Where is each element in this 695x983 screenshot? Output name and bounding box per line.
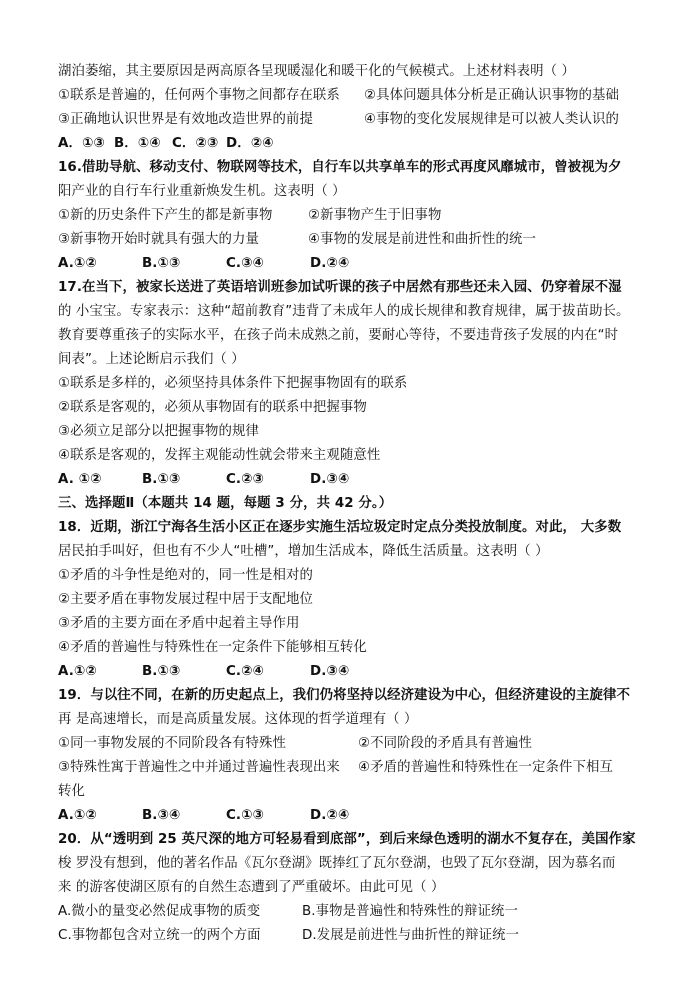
q17-stem-line3: 教育要尊重孩子的实际水平，在孩子尚未成熟之前，要耐心等待，不要违背孩子发展的内在“时 — [58, 328, 619, 343]
q18-statement-3: ③矛盾的主要方面在矛盾中起着主导作用 — [58, 616, 300, 631]
q15-option-d: D．②④ — [226, 136, 274, 151]
q16-option-c: C.③④ — [226, 256, 264, 271]
q16-statement-3: ③新事物开始时就具有强大的力量 — [58, 232, 259, 247]
q18-option-d: D.③④ — [310, 664, 350, 679]
q18-option-c: C.②④ — [226, 664, 264, 679]
q19-stem-line1: 19．与以往不同，在新的历史起点上，我们仍将坚持以经济建设为中心，但经济建设的主旋律不 — [58, 688, 630, 703]
q19-option-b: B.③④ — [142, 808, 181, 823]
q16-statement-2: ②新事物产生于旧事物 — [308, 208, 442, 223]
q17-statement-2: ②联系是客观的，必须从事物固有的联系中把握事物 — [58, 400, 367, 415]
q20-option-c: C.事物都包含对立统一的两个方面 — [58, 928, 261, 943]
q15-statement-4: ④事物的变化发展规律是可以被人类认识的 — [364, 112, 619, 127]
q19-statement-2: ②不同阶段的矛盾具有普遍性 — [358, 736, 532, 751]
q17-option-d: D.③④ — [310, 472, 350, 487]
q16-statement-1: ①新的历史条件下产生的都是新事物 — [58, 208, 273, 223]
q19-stem-line2: 再 是高速增长，而是高质量发展。这体现的哲学道理有（ ） — [58, 712, 418, 727]
q15-option-a: A．①③ — [58, 136, 105, 151]
q17-option-a: A. ①② — [58, 472, 102, 487]
q18-statement-1: ①矛盾的斗争性是绝对的，同一性是相对的 — [58, 568, 313, 583]
q18-option-a: A.①② — [58, 664, 97, 679]
q19-option-a: A.①② — [58, 808, 97, 823]
q15-statement-1: ①联系是普遍的，任何两个事物之间都存在联系 — [58, 88, 340, 103]
q20-stem-line3: 来 的游客使湖区原有的自然生态遭到了严重破坏。由此可见（ ） — [58, 880, 445, 895]
q16-stem-line1: 16.借助导航、移动支付、物联网等技术，自行车以共享单车的形式再度风靡城市，曾被视为夕 — [58, 160, 622, 175]
q19-option-c: C.①③ — [226, 808, 264, 823]
q19-statement-3: ③特殊性寓于普遍性之中并通过普遍性表现出来 — [58, 760, 340, 775]
q18-stem-line2: 居民拍手叫好，但也有不少人“吐槽”，增加生活成本，降低生活质量。这表明（ ） — [58, 544, 549, 559]
q15-option-b: B．①④ — [114, 136, 161, 151]
q20-option-a: A.微小的量变必然促成事物的质变 — [58, 904, 261, 919]
q17-statement-4: ④联系是客观的，发挥主观能动性就会带来主观随意性 — [58, 448, 381, 463]
q15-stem-tail: 湖泊萎缩，其主要原因是两高原各呈现暖湿化和暖干化的气候模式。上述材料表明（ ） — [58, 64, 575, 79]
q19-statement-1: ①同一事物发展的不同阶段各有特殊性 — [58, 736, 286, 751]
q15-option-c: C．②③ — [172, 136, 219, 151]
q19-option-d: D.②④ — [310, 808, 350, 823]
q16-option-a: A.①② — [58, 256, 97, 271]
q20-stem-line1: 20．从“透明到 25 英尺深的地方可轻易看到底部”，到后来绿色透明的湖水不复存在，美国作家 — [58, 832, 636, 847]
q17-option-c: C.②③ — [226, 472, 264, 487]
q19-statement-4-wrap: 转化 — [58, 784, 85, 799]
q18-statement-2: ②主要矛盾在事物发展过程中居于支配地位 — [58, 592, 313, 607]
section-heading: 三、选择题Ⅱ（本题共 14 题，每题 3 分，共 42 分。） — [58, 496, 393, 511]
q18-option-b: B.①③ — [142, 664, 181, 679]
q19-statement-4: ④矛盾的普遍性和特殊性在一定条件下相互 — [358, 760, 613, 775]
q17-option-b: B.①③ — [142, 472, 181, 487]
q18-stem-line1: 18．近期，浙江宁海各生活小区正在逐步实施生活垃圾定时定点分类投放制度。对此， 大多数 — [58, 520, 622, 535]
q20-option-b: B.事物是普遍性和特殊性的辩证统一 — [302, 904, 519, 919]
q17-stem-line1: 17.在当下，被家长送进了英语培训班参加试听课的孩子中居然有那些还未入园、仍穿着尿不湿 — [58, 280, 622, 295]
q15-statement-3: ③正确地认识世界是有效地改造世界的前提 — [58, 112, 313, 127]
q15-statement-2: ②具体问题具体分析是正确认识事物的基础 — [364, 88, 619, 103]
q20-option-d: D.发展是前进性与曲折性的辩证统一 — [302, 928, 520, 943]
q16-option-b: B.①③ — [142, 256, 181, 271]
q20-stem-line2: 梭 罗没有想到，他的著名作品《瓦尔登湖》既捧红了瓦尔登湖，也毁了瓦尔登湖，因为慕名而 — [58, 856, 616, 871]
q16-option-d: D.②④ — [310, 256, 350, 271]
q16-statement-4: ④事物的发展是前进性和曲折性的统一 — [308, 232, 536, 247]
q17-stem-line2: 的 小宝宝。专家表示：这种“超前教育”违背了未成年人的成长规律和教育规律，属于拔苗助长。 — [58, 304, 630, 319]
q18-statement-4: ④矛盾的普遍性与特殊性在一定条件下能够相互转化 — [58, 640, 367, 655]
q17-statement-3: ③必须立足部分以把握事物的规律 — [58, 424, 259, 439]
q17-stem-line4: 间表”。上述论断启示我们（ ） — [58, 352, 245, 367]
q16-stem-line2: 阳产业的自行车行业重新焕发生机。这表明（ ） — [58, 184, 346, 199]
q17-statement-1: ①联系是多样的，必须坚持具体条件下把握事物固有的联系 — [58, 376, 408, 391]
